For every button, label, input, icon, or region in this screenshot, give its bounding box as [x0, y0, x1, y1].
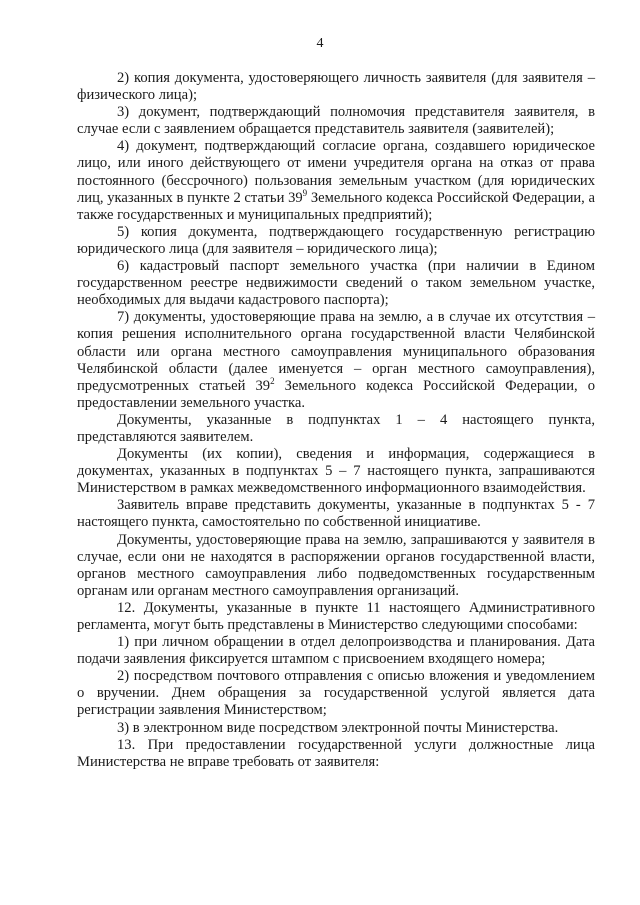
- paragraph-item-6: 6) кадастровый паспорт земельного участка (при наличии в Едином государственном реестре недвижимости сведений о таком земельном участке, необходимых для выдачи кадастрового паспорта);: [77, 258, 595, 309]
- paragraph-method-3: 3) в электронном виде посредством электронной почты Министерства.: [117, 719, 559, 736]
- paragraph-land-rights: Документы, удостоверяющие права на землю, запрашиваются у заявителя в случае, если они не находятся в распоряжении органов государственной власти, органов местного самоуправления либо подведомственных государственным органам или органам местного самоуправления организаций.: [77, 531, 595, 599]
- paragraph-method-2: 2) посредством почтового отправления с описью вложения и уведомлением о вручении. Днем обращения за государственной услугой является дата регистрации заявления Министерством;: [77, 668, 595, 719]
- page-number: 4: [316, 36, 324, 51]
- paragraph-item-5: 5) копия документа, подтверждающего государственную регистрацию юридического лица (для заявителя – юридического лица);: [77, 223, 595, 257]
- paragraph-text: 4) документ, подтверждающий согласие органа, создавшего юридическое лицо, или иного действующего от имени учредителя органа на отказ от права постоянного (бессрочного) пользования земельным участком (для юридических лиц, указанных в пункте 2 статьи 39: [77, 138, 595, 206]
- paragraph-applicant-right: Заявитель вправе представить документы, указанные в подпунктах 5 - 7 настоящего пункта, самостоятельно по собственной инициативе.: [77, 497, 595, 531]
- paragraph-documents-applicant: Документы, указанные в подпунктах 1 – 4 настоящего пункта, представляются заявителем.: [77, 411, 595, 445]
- paragraph-item-4: [77, 138, 595, 223]
- paragraph-text: 7) документы, удостоверяющие права на землю, а в случае их отсутствия – копия решения исполнительного органа государственной власти Челябинской области или органа местного самоуправления муниципального образования Челябинской области (далее именуется – орган местного самоуправления), предусмотренных статьей 39: [77, 309, 595, 394]
- paragraph-method-1: 1) при личном обращении в отдел делопроизводства и планирования. Дата подачи заявления фиксируется штампом с присвоением входящего номера;: [77, 634, 595, 668]
- paragraph-section-13: 13. При предоставлении государственной услуги должностные лица Министерства не вправе требовать от заявителя:: [77, 736, 595, 770]
- paragraph-text: Земельного кодекса Российской Федерации, а также государственных и муниципальных предприятий);: [77, 189, 595, 223]
- superscript: 9: [302, 187, 308, 198]
- document-body: [77, 70, 595, 771]
- paragraph-item-3: 3) документ, подтверждающий полномочия представителя заявителя, в случае если с заявлением обращается представитель заявителя (заявителей);: [77, 104, 595, 138]
- paragraph-text: Земельного кодекса Российской Федерации, о предоставлении земельного участка.: [77, 377, 596, 411]
- paragraph-item-2: 2) копия документа, удостоверяющего личность заявителя (для заявителя – физического лица);: [77, 70, 595, 104]
- superscript: 2: [270, 375, 275, 386]
- paragraph-section-12: 12. Документы, указанные в пункте 11 настоящего Административного регламента, могут быть представлены в Министерство следующими способами:: [77, 599, 595, 633]
- paragraph-documents-interagency: Документы (их копии), сведения и информация, содержащиеся в документах, указанных в подпунктах 5 – 7 настоящего пункта, запрашиваются Министерством в рамках межведомственного информационного взаимодействия.: [77, 446, 595, 497]
- paragraph-item-7: [77, 309, 595, 412]
